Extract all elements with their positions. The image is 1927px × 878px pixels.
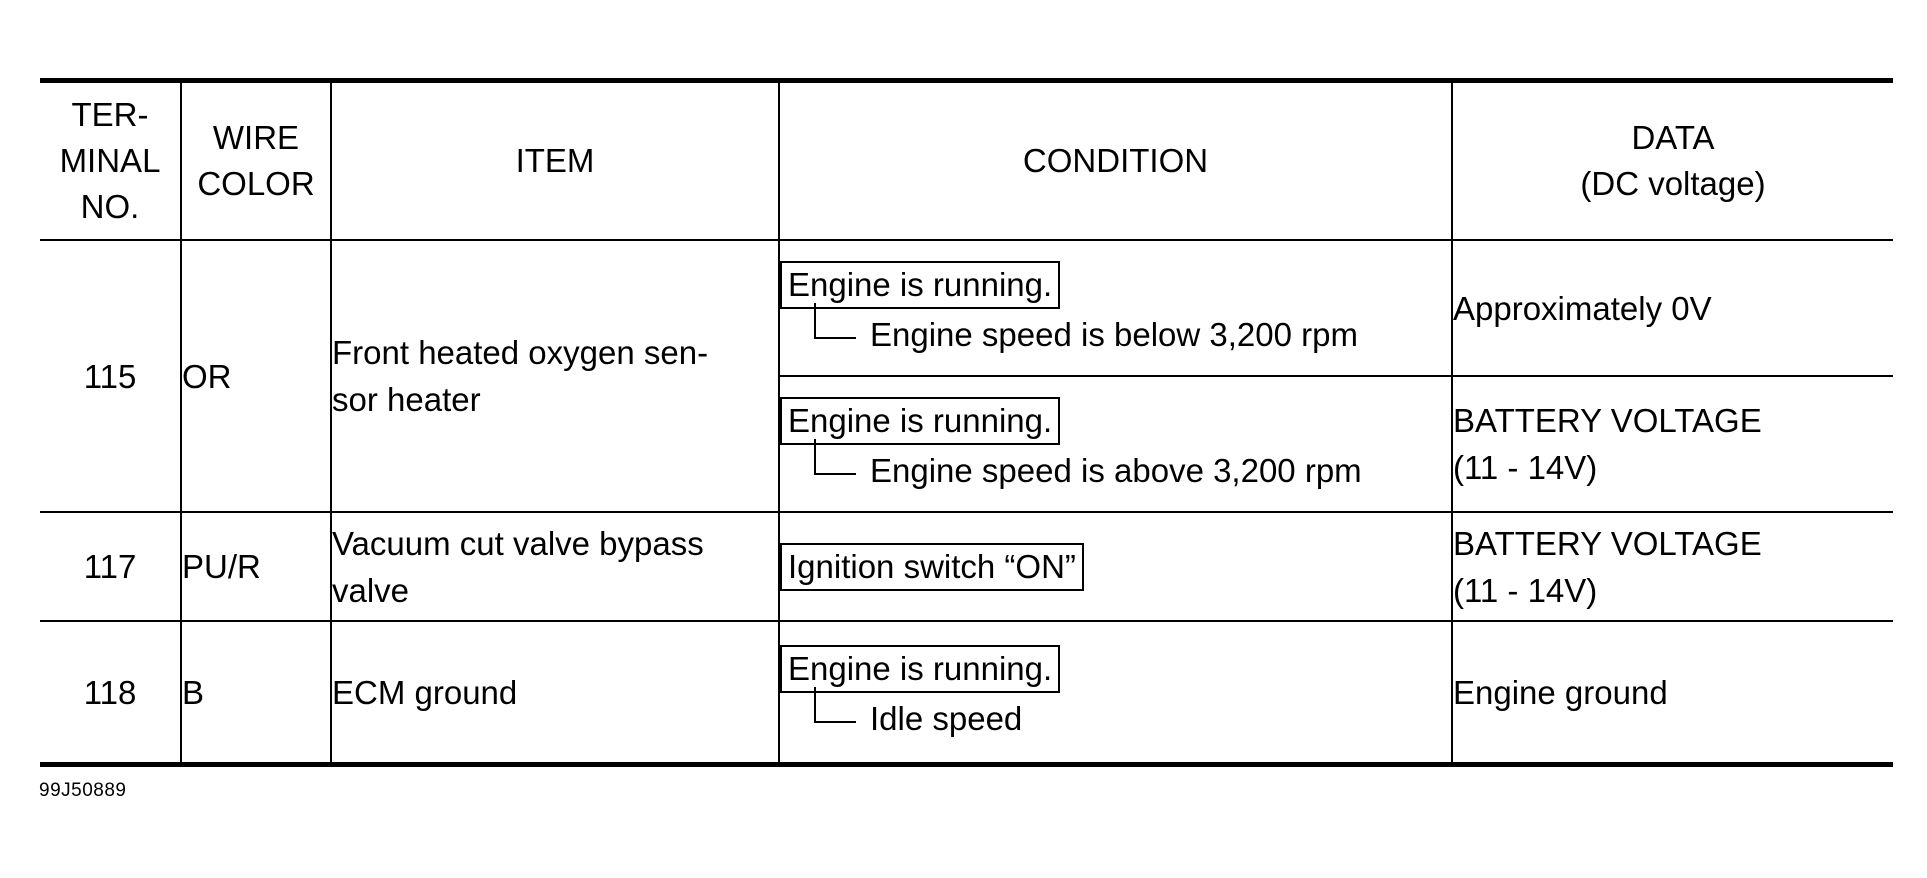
header-data-line-1: DATA — [1631, 119, 1715, 156]
header-data — [1452, 81, 1893, 241]
condition-sub-text: Idle speed — [870, 700, 1023, 737]
data-value-line-1: BATTERY VOLTAGE — [1453, 524, 1762, 562]
wire-color-118: B — [181, 621, 331, 765]
table-header-row — [40, 81, 1893, 241]
data-117 — [1452, 512, 1893, 621]
condition-sub — [780, 315, 1451, 355]
condition-sub-text: Engine speed is above 3,200 rpm — [870, 452, 1362, 489]
ecm-terminal-table — [40, 78, 1893, 767]
condition-main-box: Ignition switch “ON” — [780, 543, 1084, 591]
figure-code: 99J50889 — [39, 780, 127, 801]
header-terminal-line-3: NO. — [80, 188, 140, 225]
condition-115-above — [779, 376, 1452, 512]
header-terminal-line-2: MINAL — [59, 142, 161, 179]
header-wire-color — [181, 81, 331, 241]
item-117-line-2: valve — [332, 571, 410, 609]
condition-sub — [780, 451, 1451, 491]
item-118: ECM ground — [331, 621, 779, 765]
item-115 — [331, 240, 779, 512]
item-115-line-1: Front heated oxygen sen- — [332, 334, 709, 371]
branch-connector — [814, 439, 856, 475]
condition-115-below — [779, 240, 1452, 376]
condition-sub — [780, 699, 1451, 739]
terminal-118: 118 — [40, 621, 181, 765]
header-terminal-no — [40, 81, 181, 241]
data-value-line-1: BATTERY VOLTAGE — [1453, 402, 1762, 439]
wire-color-115: OR — [181, 240, 331, 512]
table-row — [40, 621, 1893, 765]
terminal-115: 115 — [40, 240, 181, 512]
header-item: ITEM — [331, 81, 779, 241]
table-row — [40, 512, 1893, 621]
condition-main-box: Engine is running. — [780, 645, 1060, 693]
condition-main-box: Engine is running. — [780, 397, 1060, 445]
branch-connector — [814, 687, 856, 723]
header-wire-line-2: COLOR — [197, 165, 315, 202]
header-data-line-2: (DC voltage) — [1580, 165, 1766, 202]
terminal-117: 117 — [40, 512, 181, 621]
condition-main-box: Engine is running. — [780, 261, 1060, 309]
data-115-above — [1452, 376, 1893, 512]
condition-sub-text: Engine speed is below 3,200 rpm — [870, 316, 1358, 353]
item-115-line-2: sor heater — [332, 381, 481, 418]
data-value: Approximately 0V — [1453, 289, 1712, 327]
header-wire-line-1: WIRE — [212, 119, 300, 156]
branch-connector — [814, 303, 856, 339]
table-row — [40, 240, 1893, 376]
item-117-line-1: Vacuum cut valve bypass — [332, 524, 704, 562]
condition-118 — [779, 621, 1452, 765]
condition-117 — [779, 512, 1452, 621]
header-condition: CONDITION — [779, 81, 1452, 241]
item-117 — [331, 512, 779, 621]
data-value-line-2: (11 - 14V) — [1453, 571, 1598, 609]
data-115-below — [1452, 240, 1893, 376]
data-118: Engine ground — [1452, 621, 1893, 765]
header-terminal-line-1: TER- — [71, 96, 149, 133]
data-value-line-2: (11 - 14V) — [1453, 449, 1598, 486]
wire-color-117: PU/R — [181, 512, 331, 621]
